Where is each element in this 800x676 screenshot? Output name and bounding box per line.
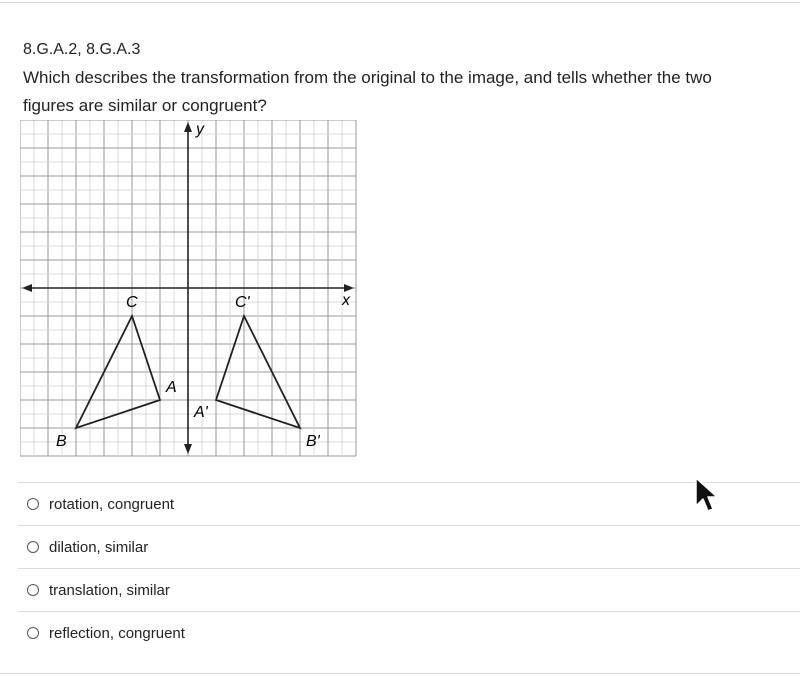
choice-reflection-congruent[interactable] [18, 611, 800, 654]
label-B: B [56, 433, 67, 450]
standards-label: 8.G.A.2, 8.G.A.3 [23, 41, 141, 58]
radio-circle-icon[interactable] [27, 584, 39, 596]
label-C-prime: C' [235, 294, 250, 311]
x-axis-label: x [342, 292, 350, 309]
mouse-pointer-icon [694, 476, 720, 521]
question-text: Which describes the transformation from the original to the image, and tells whether the two figures are similar or congruent? [23, 68, 712, 115]
answer-choices [18, 482, 800, 654]
choice-label: translation, similar [49, 581, 170, 599]
choice-translation-similar[interactable] [18, 568, 800, 611]
radio-circle-icon[interactable] [27, 627, 39, 639]
top-divider [0, 2, 800, 3]
label-B-prime: B' [306, 433, 320, 450]
choice-dilation-similar[interactable] [18, 525, 800, 568]
coordinate-graph [20, 120, 360, 465]
radio-circle-icon[interactable] [27, 498, 39, 510]
choice-label: dilation, similar [49, 538, 149, 556]
label-A: A [166, 379, 177, 396]
label-A-prime: A' [194, 404, 208, 421]
choice-rotation-congruent[interactable] [18, 482, 800, 525]
bottom-divider [0, 673, 800, 674]
y-axis-label: y [196, 121, 204, 138]
graph-svg [20, 120, 360, 460]
choice-label: reflection, congruent [49, 624, 185, 642]
choice-label: rotation, congruent [49, 495, 175, 513]
label-C: C [126, 294, 138, 311]
radio-circle-icon[interactable] [27, 541, 39, 553]
